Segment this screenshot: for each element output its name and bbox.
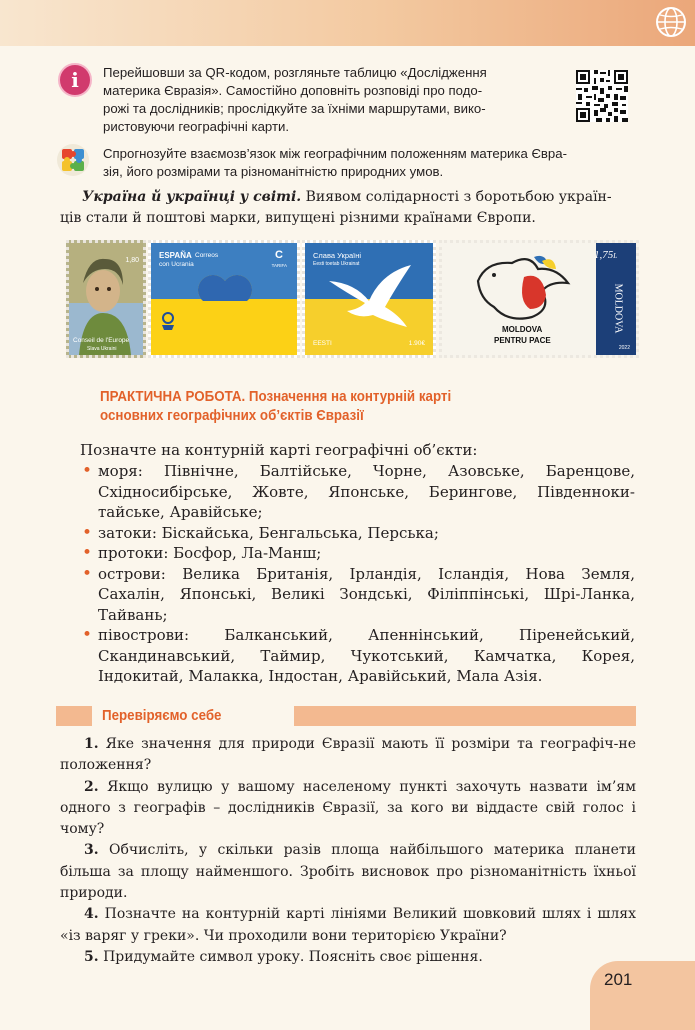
practical-work-title [100, 388, 451, 426]
objects-list [80, 461, 635, 687]
question-number: 2. [84, 778, 99, 795]
stamp4-value-group [594, 249, 617, 261]
question-text: Позначте на контурній карті лініями Великий шовковий шлях і шлях «із варяг у греки». Чи проходили вони територією України? [60, 906, 636, 944]
stamp2-value: C [275, 249, 283, 261]
question-text: Якщо вулицю у вашому населеному пункті захочуть назвати ім’ям одного з географів – дослідників Євразії, за кого ви віддасте свій голос і чому? [60, 778, 636, 838]
header-bar-right [294, 706, 636, 726]
question-number: 4. [84, 906, 99, 923]
header-bar-left [56, 706, 92, 726]
check-yourself-title: Перевіряємо себе [102, 708, 222, 724]
puzzle-line: Спрогнозуйте взаємозв’язок між географічним положенням материка Євра- [103, 146, 567, 161]
puzzle-icon [56, 143, 90, 177]
question-item [60, 840, 636, 904]
task-intro: Позначте на контурній карті географічні об’єкти: [80, 441, 478, 459]
globe-icon [655, 6, 687, 38]
puzzle-line: зія, його розмірами та різноманітністю природних умов. [103, 164, 444, 179]
question-item [60, 947, 636, 968]
questions-list [60, 734, 636, 968]
question-item [60, 904, 636, 947]
puzzle-text [103, 145, 643, 181]
post-horn-icon [159, 311, 177, 331]
page-number: 201 [604, 970, 633, 989]
question-item [60, 734, 636, 777]
practical-title-line2: основних географічних об’єктів Євразії [100, 408, 364, 424]
question-number: 5. [84, 948, 99, 965]
ukraine-paragraph [60, 187, 640, 229]
info-icon: i [58, 63, 92, 97]
practical-title-line1: ПРАКТИЧНА РОБОТА. Позначення на контурній карті [100, 389, 452, 405]
stamp4-country: MOLDOVA [612, 283, 624, 334]
list-item-islands: • острови: Велика Британія, Ірландія, Ісландія, Нова Земля, Сахалін, Японські, Великі Зондські, Філіппінські, Шрі-Ланка, Тайвань; [80, 564, 635, 626]
list-item-bays: • затоки: Біскайська, Бенгальська, Перська; [80, 523, 635, 544]
stamp4-value: 1,75 [594, 249, 614, 261]
stamp-council-of-europe [66, 240, 146, 358]
info-line: рожі та дослідників; прослідкуйте за їхніми маршрутами, вико- [103, 101, 486, 116]
check-yourself-header [56, 706, 636, 726]
stamp-espana [148, 240, 300, 358]
stamp2-correos: Correos [195, 252, 219, 259]
stamps-row [66, 240, 641, 362]
peace-dove-icon [472, 251, 584, 331]
info-line: материка Євразія». Самостійно доповніть розповіді про подо- [103, 83, 483, 98]
question-text: Обчисліть, у скільки разів площа найбільшого материка планети більша за площу найменшого. Зробіть висновок про різноманітність їхньої природи. [60, 842, 636, 902]
heart-icon [197, 273, 253, 327]
stamp3-value: 1.90€ [408, 340, 425, 347]
stamp3-title: Слава Україні [313, 251, 362, 260]
stamp1-value: 1,80 [125, 257, 139, 264]
stamp1-caption: Conseil de l'Europe [73, 337, 130, 344]
info-line: Перейшовши за QR-кодом, розгляньте таблицю «Дослідження [103, 65, 487, 80]
stamp2-title: ESPAÑA [159, 251, 192, 260]
stamp4-text2: PENTRU PACE [494, 336, 551, 345]
stamp3-country: EESTI [313, 340, 332, 347]
question-number: 3. [84, 842, 99, 859]
stamp2-tarifa: TARIFA [271, 263, 287, 268]
stamp-moldova [439, 240, 639, 358]
info-line: ристовуючи географічні карти. [103, 119, 290, 134]
ukraine-lead: Україна й українці у світі. [82, 189, 302, 205]
question-number: 1. [84, 736, 99, 752]
stamp4-unit: L [613, 252, 618, 260]
ukraine-line1 [60, 187, 640, 208]
question-item [60, 777, 636, 841]
stamp1-sub: Slava Ukraini [87, 346, 117, 352]
qr-code-icon[interactable] [576, 70, 628, 122]
info-text [103, 64, 563, 136]
top-decorative-band [0, 0, 695, 46]
stamp2-sub: con Ucrania [159, 261, 194, 268]
list-item-peninsulas: • півострови: Балканський, Апеннінський, Піренейський, Скандинавський, Таймир, Чукотський, Камчатка, Корея, Індокитай, Малакка, Індостан, Аравійський, Мала Азія. [80, 625, 635, 687]
stamp4-year: 2022 [618, 345, 630, 351]
list-item-straits: • протоки: Босфор, Ла-Манш; [80, 543, 635, 564]
stamp-eesti [302, 240, 436, 358]
list-item-seas: • моря: Північне, Балтійське, Чорне, Азовське, Баренцове, Східносибірське, Жовте, Японське, Берингове, Південноки-тайське, Аравійське; [80, 461, 635, 523]
stamp4-text1: MOLDOVA [502, 325, 543, 334]
ukraine-text: Виявом солідарності з боротьбою україн- [301, 189, 612, 205]
question-text: Яке значення для природи Євразії мають її розміри та географіч-не положення? [60, 736, 636, 774]
dove-icon [325, 263, 417, 333]
stamp3-sub: Eesti toetab Ukrainat [313, 261, 360, 267]
ukraine-line2: ців стали й поштові марки, випущені різними країнами Європи. [60, 210, 536, 226]
question-text: Придумайте символ уроку. Поясніть своє рішення. [98, 948, 483, 965]
